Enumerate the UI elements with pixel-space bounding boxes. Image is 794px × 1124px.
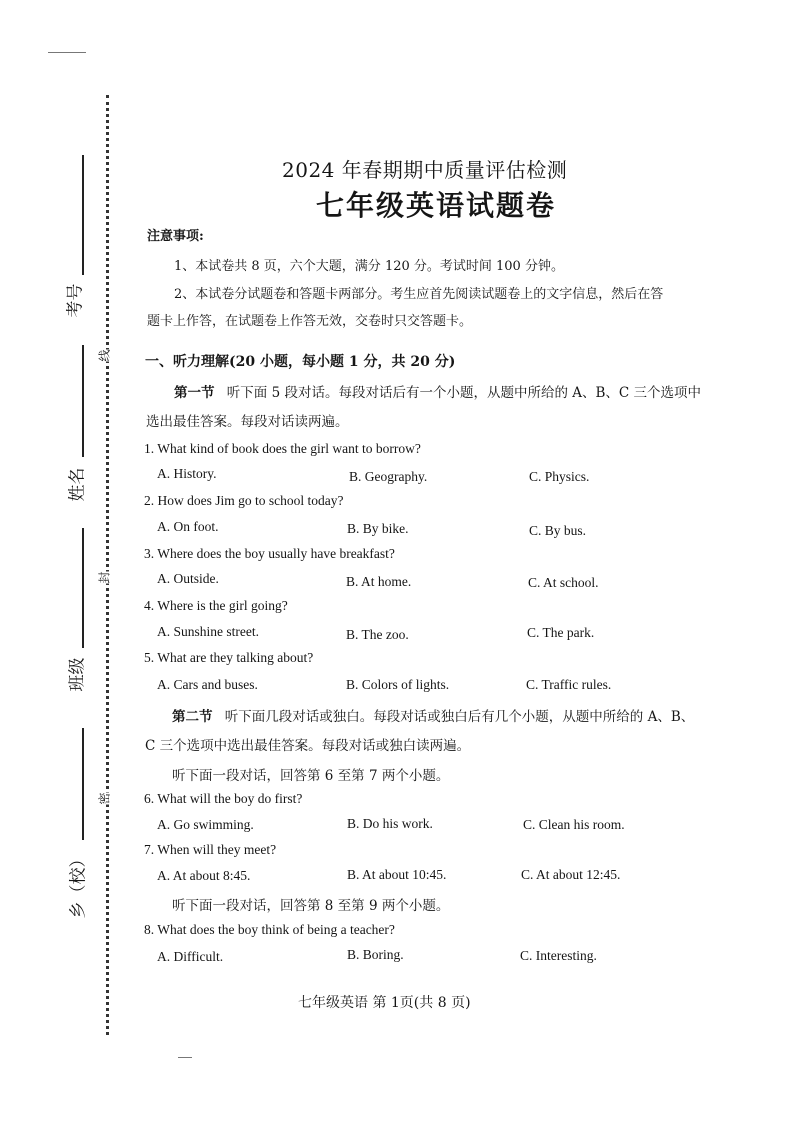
- instruction-q8-q9: 听下面一段对话，回答第 8 至第 9 两个小题。: [172, 898, 450, 914]
- seal-mi-char: 密: [94, 792, 115, 804]
- question-2-option-c: C. By bus.: [529, 523, 587, 538]
- part1-instructions-line2: 选出最佳答案。每段对话读两遍。: [146, 414, 349, 430]
- notice-item-2-line2: 题卡上作答，在试题卷上作答无效，交卷时只交答题卡。: [147, 314, 473, 329]
- question-6-option-b: B. Do his work.: [347, 816, 433, 831]
- question-1: 1. What kind of book does the girl want to borrow?: [144, 441, 421, 456]
- question-6: 6. What will the boy do first?: [144, 791, 303, 806]
- question-1-option-b: B. Geography.: [349, 469, 428, 484]
- scan-mark-bottom: [178, 1057, 192, 1058]
- school-line: [82, 728, 84, 840]
- question-3: 3. Where does the boy usually have breakfast?: [144, 546, 395, 561]
- notice-item-1: 1、本试卷共 8 页，六个大题，满分 120 分。考试时间 100 分钟。: [174, 259, 564, 274]
- question-3-option-a: A. Outside.: [157, 571, 219, 586]
- question-7-option-b: B. At about 10:45.: [347, 867, 447, 882]
- part1-instructions: [174, 381, 701, 401]
- question-7: 7. When will they meet?: [144, 842, 277, 857]
- paper-title: 七年级英语试题卷: [316, 189, 557, 222]
- part2-label: 第二节: [172, 709, 213, 725]
- question-3-option-c: C. At school.: [528, 575, 599, 590]
- question-1-option-a: A. History.: [157, 466, 217, 481]
- question-7-option-c: C. At about 12:45.: [521, 867, 621, 882]
- question-5: 5. What are they talking about?: [144, 650, 314, 665]
- scan-mark-top: [48, 52, 86, 53]
- school-label: 乡（校）: [68, 850, 89, 919]
- class-line: [82, 528, 84, 648]
- question-7-option-a: A. At about 8:45.: [157, 868, 251, 883]
- question-8-option-b: B. Boring.: [347, 947, 404, 962]
- question-2-option-a: A. On foot.: [157, 519, 219, 534]
- question-5-option-a: A. Cars and buses.: [157, 677, 258, 692]
- instruction-q6-q7: 听下面一段对话，回答第 6 至第 7 两个小题。: [172, 768, 450, 784]
- question-5-option-c: C. Traffic rules.: [526, 677, 612, 692]
- question-8-option-c: C. Interesting.: [520, 948, 597, 963]
- name-line: [82, 345, 84, 457]
- part2-text: 听下面几段对话或独白。每段对话或独白后有几个小题，从题中所给的 A、B、: [224, 709, 695, 725]
- notice-label: 注意事项:: [147, 229, 204, 244]
- part1-label: 第一节: [174, 385, 215, 401]
- binding-dotted-line: [106, 95, 109, 1035]
- question-4-option-b: B. The zoo.: [346, 627, 409, 642]
- seal-line-char: 线: [94, 349, 115, 361]
- seal-seal-char: 封: [94, 571, 115, 583]
- question-2: 2. How does Jim go to school today?: [144, 493, 344, 508]
- question-8: 8. What does the boy think of being a teacher?: [144, 922, 395, 937]
- question-4-option-a: A. Sunshine street.: [157, 624, 259, 639]
- exam-no-label: 考号: [65, 283, 86, 318]
- question-2-option-b: B. By bike.: [347, 521, 409, 536]
- question-8-option-a: A. Difficult.: [157, 949, 224, 964]
- question-5-option-b: B. Colors of lights.: [346, 677, 450, 692]
- name-label: 姓名: [67, 467, 88, 502]
- part2-instructions-line2: C 三个选项中选出最佳答案。每段对话或独白读两遍。: [145, 738, 471, 754]
- section-heading: 一、听力理解(20 小题，每小题 1 分，共 20 分): [145, 354, 456, 370]
- class-label: 班级: [67, 657, 88, 692]
- question-1-option-c: C. Physics.: [529, 469, 590, 484]
- part1-text: 听下面 5 段对话。每段对话后有一个小题，从题中所给的 A、B、C 三个选项中: [226, 385, 702, 401]
- notice-item-2-line1: 2、本试卷分试题卷和答题卡两部分。考生应首先阅读试题卷上的文字信息，然后在答: [174, 287, 664, 302]
- question-6-option-a: A. Go swimming.: [157, 817, 254, 832]
- exam-no-line: [82, 155, 84, 275]
- page-footer: 七年级英语 第 1页(共 8 页): [298, 995, 471, 1011]
- exam-title: 2024 年春期期中质量评估检测: [282, 158, 568, 182]
- question-3-option-b: B. At home.: [346, 574, 412, 589]
- question-4-option-c: C. The park.: [527, 625, 595, 640]
- part2-instructions: [172, 705, 694, 725]
- question-4: 4. Where is the girl going?: [144, 598, 288, 613]
- question-6-option-c: C. Clean his room.: [523, 817, 625, 832]
